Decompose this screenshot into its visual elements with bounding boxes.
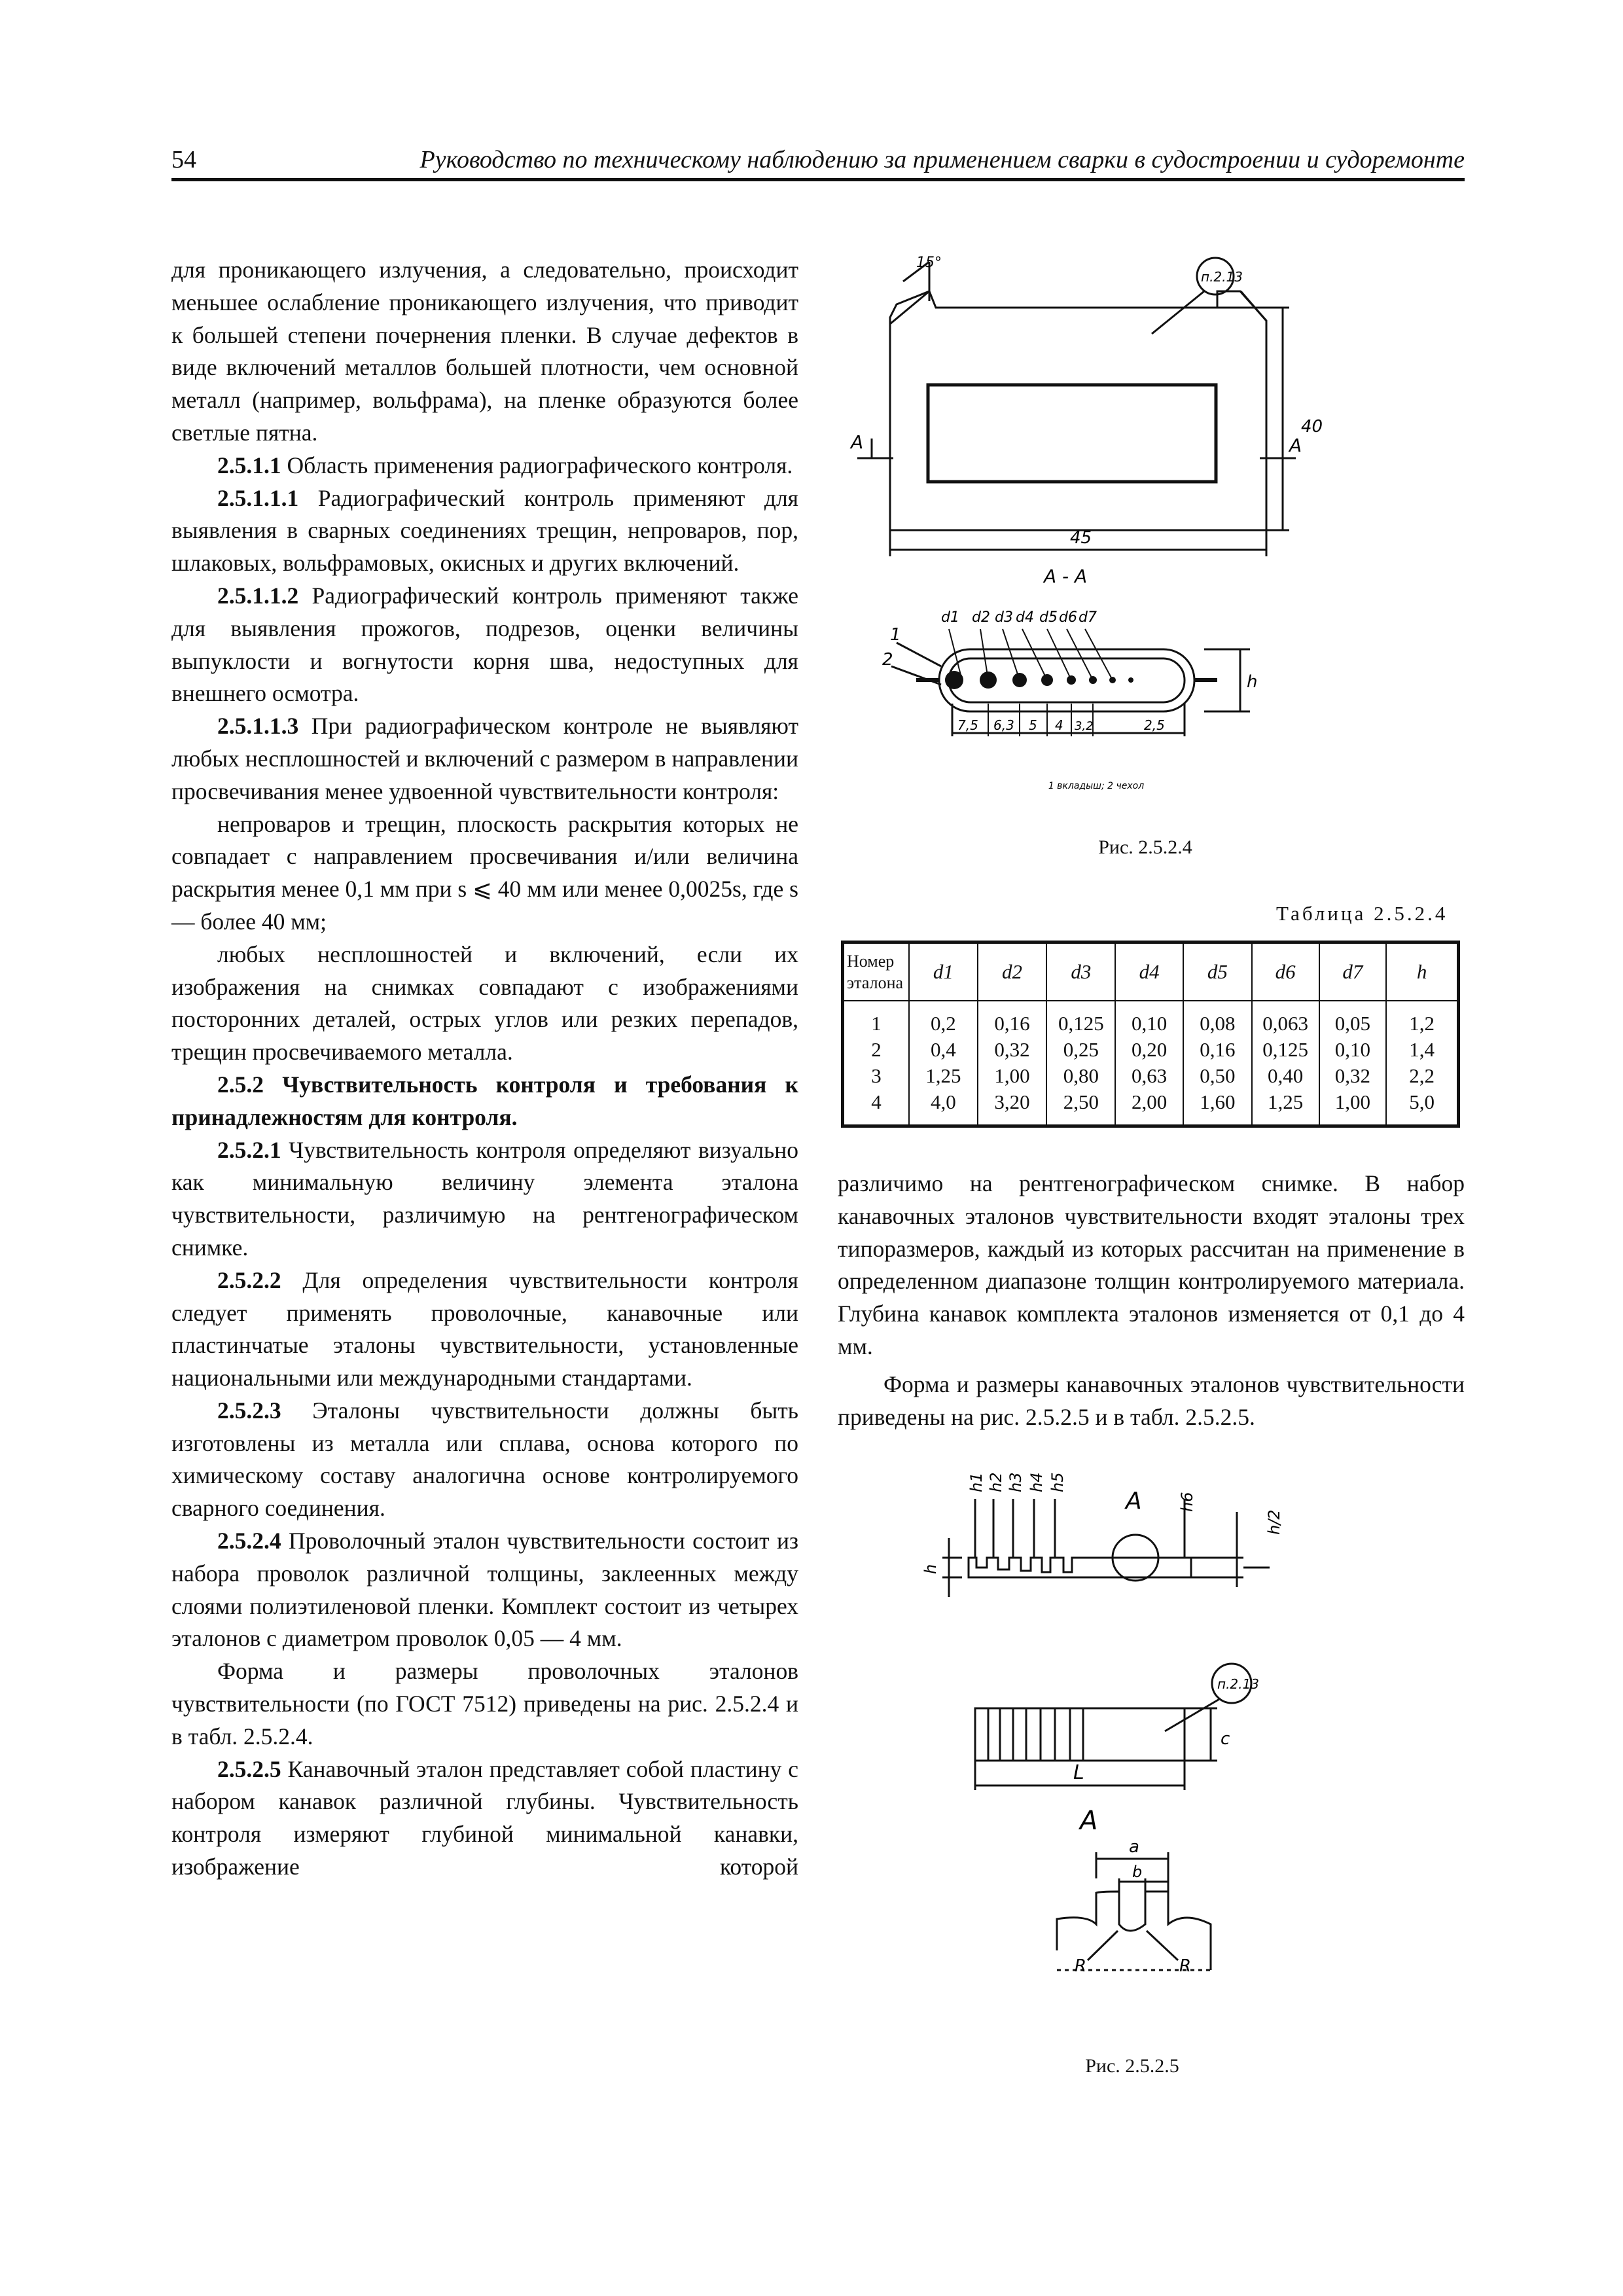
- height-dim-label: 40: [1301, 417, 1323, 437]
- paragraph: для проникающего излучения, а следовательно, происходит меньшее ослабление проникающего излучения, что приводит к большей степени почернения пленки. В случае дефектов в виде включений металлов большей плотности, чем основной металл (например, вольфрама), на пленке образуются более светлые пятна.: [171, 257, 798, 446]
- running-header: Руководство по техническому наблюдению за применением сварки в судостроении и судоремонте: [419, 146, 1465, 173]
- dim-4: 4: [1055, 717, 1063, 733]
- page-number: 54: [171, 146, 196, 173]
- figure-wire-standard: [831, 242, 1329, 812]
- dim-5: 5: [1029, 717, 1037, 733]
- detail-title: A: [1080, 1806, 1098, 1836]
- a-label: a: [1129, 1837, 1139, 1857]
- paragraph: Форма и размеры канавочных эталонов чувствительности приведены на рис. 2.5.2.5 и в табл. 2.5.2.5.: [838, 1371, 1465, 1430]
- h3-label: h3: [1007, 1473, 1025, 1492]
- header-d1: d1: [909, 943, 978, 1001]
- column-d2: 0,16 0,32 1,00 3,20: [978, 1001, 1047, 1125]
- column-d5: 0,08 0,16 0,50 1,60: [1183, 1001, 1252, 1125]
- section-title: А - А: [1044, 565, 1088, 587]
- header-d3: d3: [1046, 943, 1115, 1001]
- figure-groove-standard: [903, 1473, 1322, 2042]
- h1-label: h1: [967, 1473, 986, 1492]
- R-label-left: R: [1075, 1956, 1087, 1976]
- header-h: h: [1386, 943, 1457, 1001]
- paragraph: 2.5.1.1.1 Радиографический контроль применяют для выявления в сварных соединениях трещин, непроваров, пор, шлаковых, вольфрамовых, окисных и других включений.: [171, 484, 798, 577]
- d4-label: d4: [1016, 609, 1034, 626]
- table-body-row: [844, 1001, 1457, 1125]
- b-label: b: [1132, 1863, 1143, 1881]
- ref-label-2: п.2.13: [1217, 1676, 1259, 1692]
- table-header-row: [844, 943, 1457, 1001]
- paragraph: 2.5.2.4 Проволочный эталон чувствительности состоит из набора проволок различной толщины, заклеенных между слоями полиэтиленовой пленки. Комплект состоит из четырех эталонов с диаметром проволок 0,05 — 4 мм.: [171, 1528, 798, 1652]
- table-caption: Таблица 2.5.2.4: [1276, 902, 1448, 925]
- column-d1: 0,2 0,4 1,25 4,0: [909, 1001, 978, 1125]
- d6-label: d6: [1059, 609, 1077, 626]
- callout-1: 1: [890, 625, 901, 645]
- L-label: L: [1073, 1761, 1084, 1784]
- header-number: Номер эталона: [844, 943, 909, 1001]
- column-d4: 0,10 0,20 0,63 2,00: [1115, 1001, 1183, 1125]
- c-label: c: [1221, 1729, 1230, 1749]
- header-d2: d2: [978, 943, 1047, 1001]
- h2-label: h2: [987, 1473, 1005, 1492]
- figure-caption-2: Рис. 2.5.2.5: [1085, 2055, 1179, 2077]
- section-heading: 2.5.2 Чувствительность контроля и требования к принадлежностям для контроля.: [171, 1071, 798, 1130]
- h-label-strip: h: [921, 1564, 940, 1574]
- left-text-column: [171, 254, 798, 1884]
- dim-6-3: 6,3: [993, 717, 1014, 733]
- right-text-column: [838, 1168, 1465, 1433]
- paragraph: непроваров и трещин, плоскость раскрытия которых не совпадает с направлением просвечивания и/или величина раскрытия менее 0,1 мм при s ⩽ 40 мм или менее 0,0025s, где s — более 40 мм;: [171, 810, 798, 935]
- h-label: h: [1247, 672, 1258, 692]
- paragraph: 2.5.1.1.3 При радиографическом контроле не выявляют любых несплошностей и включений с размером в направлении просвечивания менее удвоенной чувствительности контроля:: [171, 713, 798, 804]
- d3-label: d3: [995, 609, 1013, 626]
- h6-label: h6: [1178, 1492, 1196, 1512]
- d7-label: d7: [1079, 609, 1097, 626]
- callout-2: 2: [882, 650, 893, 670]
- width-dim-label: 45: [1070, 528, 1092, 548]
- header-d4: d4: [1115, 943, 1183, 1001]
- angle-label: 15°: [916, 255, 942, 271]
- sensitivity-table: [841, 941, 1460, 1128]
- dim-7-5: 7,5: [957, 717, 978, 733]
- figure-legend: 1 вкладыш; 2 чехол: [1048, 781, 1145, 791]
- detail-mark: A: [1126, 1488, 1142, 1515]
- header-d5: d5: [1183, 943, 1252, 1001]
- figure-caption: Рис. 2.5.2.4: [1098, 836, 1192, 858]
- header-d6: d6: [1252, 943, 1319, 1001]
- paragraph: 2.5.2.5 Канавочный эталон представляет собой пластину с набором канавок различной глубины. Чувствительность контроля измеряют глубиной минимальной канавки, изображение которой: [171, 1755, 798, 1880]
- paragraph: 2.5.2.2 Для определения чувствительности контроля следует применять проволочные, канавочные или пластинчатые эталоны чувствительности, установленные национальными или международными стандартами.: [171, 1266, 798, 1391]
- d1-label: d1: [941, 609, 959, 626]
- paragraph: различимо на рентгенографическом снимке. В набор канавочных эталонов чувствительности входят эталоны трех типоразмеров, каждый из которых рассчитан на применение в определенном диапазоне толщин контролируемого материала. Глубина канавок комплекта эталонов изменяется от 0,1 до 4 мм.: [838, 1170, 1465, 1359]
- dim-3-2: 3,2: [1075, 719, 1094, 733]
- h5-label: h5: [1048, 1473, 1067, 1492]
- dim-2-5: 2,5: [1144, 717, 1165, 733]
- column-d3: 0,125 0,25 0,80 2,50: [1046, 1001, 1115, 1125]
- h4-label: h4: [1027, 1473, 1046, 1492]
- h-half-label: h/2: [1265, 1509, 1283, 1535]
- paragraph: 2.5.1.1 Область применения радиографического контроля.: [217, 452, 793, 478]
- paragraph: Форма и размеры проволочных эталонов чувствительности (по ГОСТ 7512) приведены на рис. 2.5.2.4 и в табл. 2.5.2.4.: [171, 1658, 798, 1749]
- column-number: 1 2 3 4: [844, 1001, 909, 1125]
- section-mark-left: А: [851, 431, 864, 453]
- paragraph: 2.5.2.3 Эталоны чувствительности должны быть изготовлены из металла или сплава, основа которого по химическому составу аналогична основе контролируемого сварного соединения.: [171, 1397, 798, 1522]
- paragraph: 2.5.2.1 Чувствительность контроля определяют визуально как минимальную величину элемента эталона чувствительности, различимую на рентгенографическом снимке.: [171, 1136, 798, 1261]
- paragraph: 2.5.1.1.2 Радиографический контроль применяют также для выявления прожогов, подрезов, оценки величины выпуклости и вогнутости корня шва, недоступных для внешнего осмотра.: [171, 582, 798, 707]
- d5-label: d5: [1039, 609, 1058, 626]
- d2-label: d2: [972, 609, 990, 626]
- section-mark-right: А: [1289, 435, 1302, 456]
- ref-label: п.2.13: [1201, 269, 1243, 285]
- column-d7: 0,05 0,10 0,32 1,00: [1319, 1001, 1387, 1125]
- column-h: 1,2 1,4 2,2 5,0: [1386, 1001, 1457, 1125]
- paragraph: любых несплошностей и включений, если их изображения на снимках совпадают с изображениями посторонних деталей, острых углов или резких перепадов, трещин просвечиваемого металла.: [171, 941, 798, 1066]
- header-d7: d7: [1319, 943, 1387, 1001]
- R-label-right: R: [1179, 1956, 1192, 1976]
- column-d6: 0,063 0,125 0,40 1,25: [1252, 1001, 1319, 1125]
- header-rule: [171, 178, 1465, 181]
